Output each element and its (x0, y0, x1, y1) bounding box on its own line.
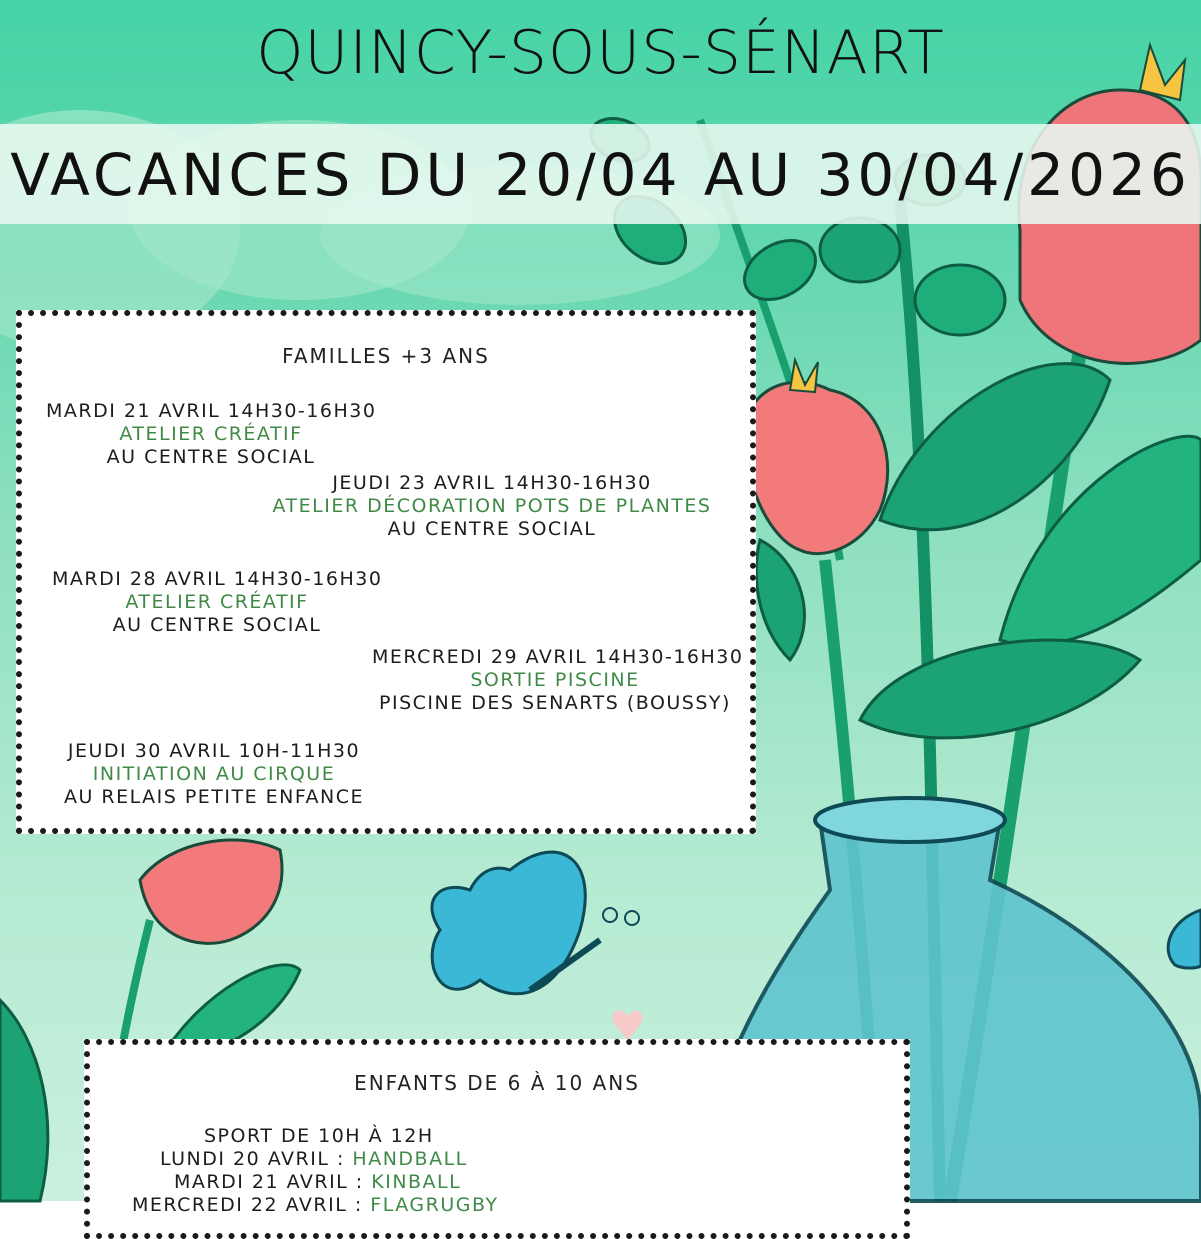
event-item (54, 740, 374, 809)
sport-day-row (160, 1148, 468, 1171)
sport-name: HANDBALL (352, 1148, 468, 1170)
event-when: JEUDI 30 AVRIL 10H-11H30 (67, 740, 361, 762)
leaf (860, 640, 1140, 738)
familles-panel (16, 310, 756, 834)
sport-day: LUNDI 20 AVRIL : (160, 1148, 345, 1170)
event-place: PISCINE DES SENARTS (BOUSSY) (379, 692, 731, 714)
event-activity: SORTIE PISCINE (470, 669, 640, 691)
butterfly (432, 852, 585, 994)
sport-heading: SPORT DE 10H À 12H (204, 1125, 434, 1147)
event-when: MARDI 21 AVRIL 14H30-16H30 (46, 400, 377, 422)
event-place: AU CENTRE SOCIAL (112, 614, 322, 636)
leaf (915, 265, 1005, 335)
leaf (820, 218, 900, 282)
event-item (272, 472, 712, 541)
holiday-dates: VACANCES DU 20/04 AU 30/04/2026 (10, 141, 1191, 209)
town-title: QUINCY-SOUS-SÉNART (256, 18, 945, 88)
event-place: AU CENTRE SOCIAL (387, 518, 597, 540)
event-when: MERCREDI 29 AVRIL 14H30-16H30 (372, 646, 744, 668)
event-item (372, 646, 744, 715)
familles-title: FAMILLES +3 ANS (282, 344, 490, 368)
butterfly-antenna (625, 911, 639, 925)
butterfly (1168, 910, 1201, 968)
leaf (734, 228, 826, 311)
event-activity: ATELIER CRÉATIF (119, 423, 303, 445)
event-activity: ATELIER DÉCORATION POTS DE PLANTES (272, 495, 712, 517)
sport-day-row (174, 1171, 461, 1194)
event-place: AU RELAIS PETITE ENFANCE (63, 786, 365, 808)
leaf (756, 540, 804, 660)
event-when: JEUDI 23 AVRIL 14H30-16H30 (332, 472, 652, 494)
vase-rim (815, 798, 1005, 842)
enfants-title: ENFANTS DE 6 À 10 ANS (354, 1071, 640, 1095)
enfants-panel (84, 1039, 910, 1239)
event-when: MARDI 28 AVRIL 14H30-16H30 (52, 568, 383, 590)
tulip-flower (744, 382, 887, 553)
sport-name: FLAGRUGBY (370, 1194, 499, 1216)
event-item (52, 568, 382, 637)
event-activity: INITIATION AU CIRQUE (92, 763, 336, 785)
sport-day-row (132, 1194, 499, 1217)
heart-shape (612, 1011, 643, 1040)
event-activity: ATELIER CRÉATIF (125, 591, 309, 613)
sport-name: KINBALL (371, 1171, 462, 1193)
event-item (46, 400, 376, 469)
tulip-flower (140, 840, 282, 943)
tulip-petal-tip (790, 360, 818, 392)
sport-day: MERCREDI 22 AVRIL : (132, 1194, 363, 1216)
butterfly-antenna (603, 908, 617, 922)
sport-day: MARDI 21 AVRIL : (174, 1171, 364, 1193)
leaf (0, 1000, 48, 1201)
event-place: AU CENTRE SOCIAL (106, 446, 316, 468)
